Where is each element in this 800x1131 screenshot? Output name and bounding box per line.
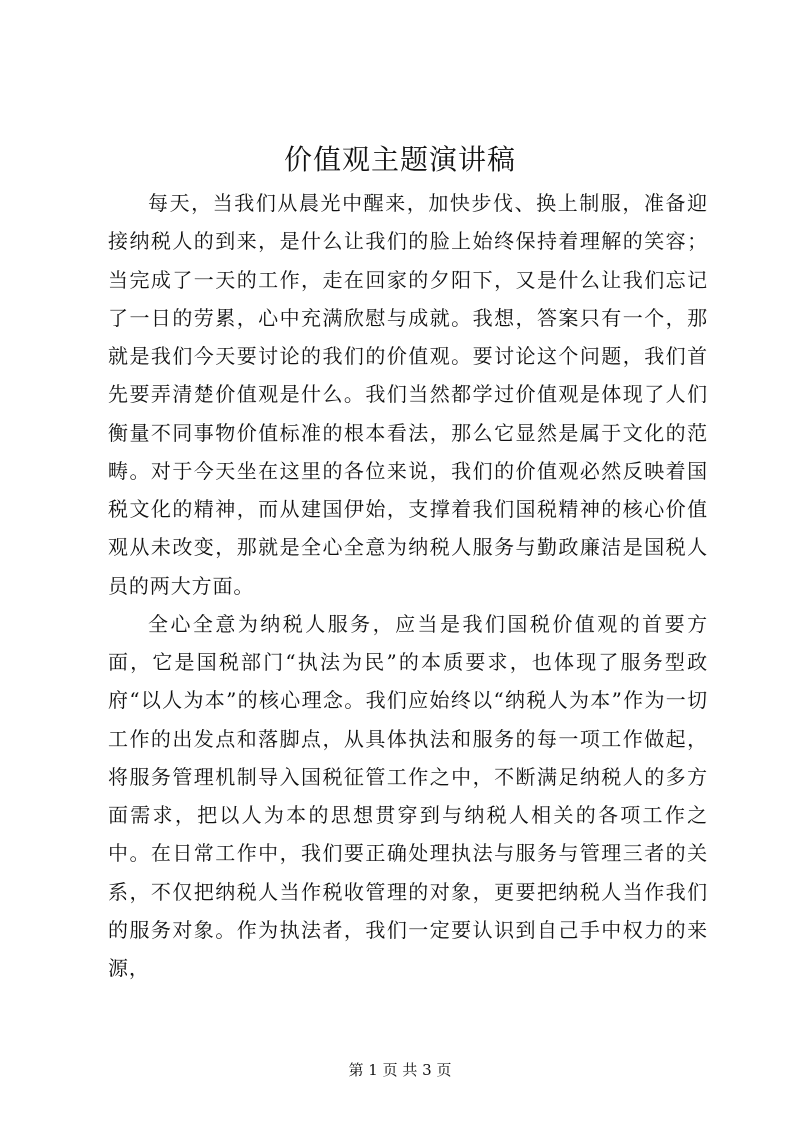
paragraph-2: 全心全意为纳税人服务，应当是我们国税价值观的首要方面，它是国税部门“执法为民”的本质要求，也体现了服务型政府“以人为本”的核心理念。我们应始终以“纳税人为本”作为一切工作的出发点和落脚点，从具体执法和服务的每一项工作做起，将服务管理机制导入国税征管工作之中，不断满足纳税人的多方面需求，把以人为本的思想贯穿到与纳税人相关的各项工作之中。在日常工作中，我们要正确处理执法与服务与管理三者的关系，不仅把纳税人当作税收管理的对象，更要把纳税人当作我们的服务对象。作为执法者，我们一定要认识到自己手中权力的来源， (108, 611, 708, 980)
page-footer: 第 1 页 共 3 页 (348, 1061, 452, 1079)
paragraph-1: 每天，当我们从晨光中醒来，加快步伐、换上制服，准备迎接纳税人的到来，是什么让我们的脸上始终保持着理解的笑容；当完成了一天的工作，走在回家的夕阳下，又是什么让我们忘记了一日的劳累，心中充满欣慰与成就。我想，答案只有一个，那就是我们今天要讨论的我们的价值观。要讨论这个问题，我们首先要弄清楚价值观是什么。我们当然都学过价值观是体现了人们衡量不同事物价值标准的根本看法，那么它显然是属于文化的范畴。对于今天坐在这里的各位来说，我们的价值观必然反映着国税文化的精神，而从建国伊始，支撑着我们国税精神的核心价值观从未改变，那就是全心全意为纳税人服务与勤政廉洁是国税人员的两大方面。 (108, 191, 708, 598)
document-title: 价值观主题演讲稿 (283, 143, 516, 176)
document-body (108, 184, 708, 987)
